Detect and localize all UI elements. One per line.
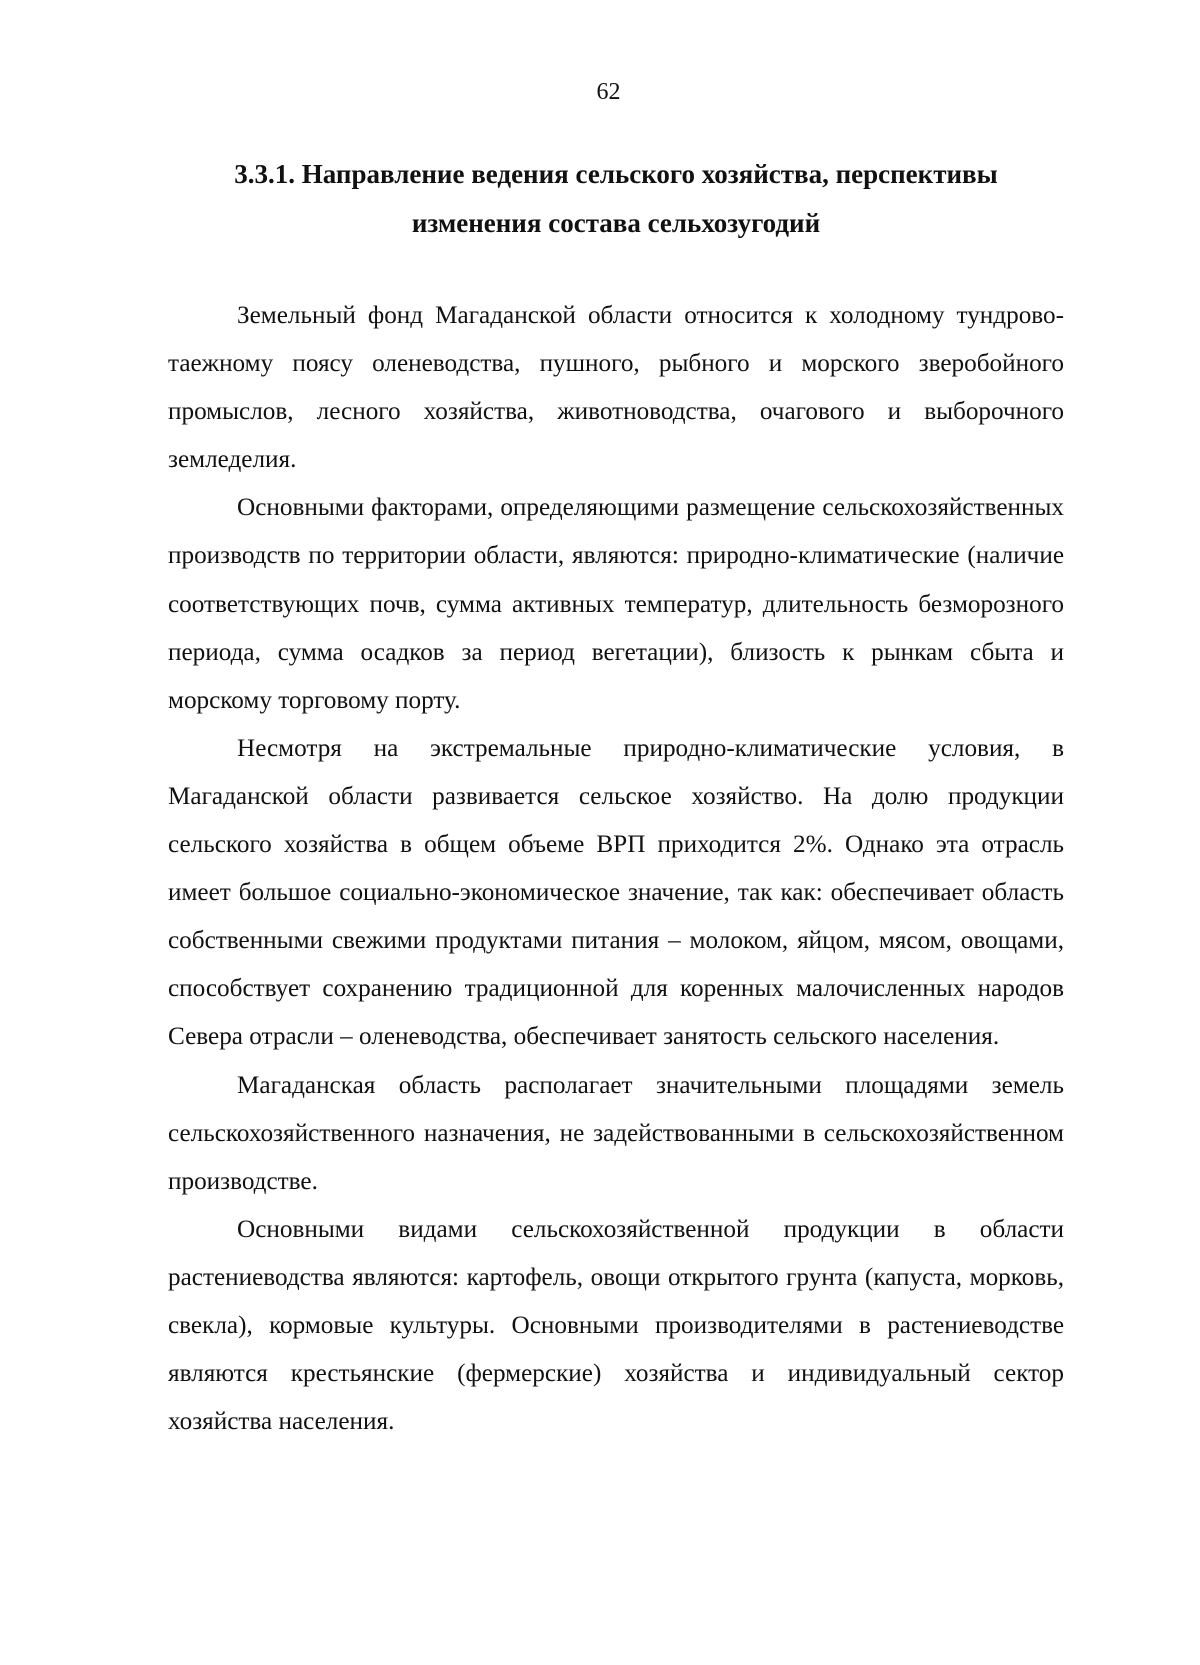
section-heading-line-1: 3.3.1. Направление ведения сельского хозяйства, перспективы bbox=[234, 159, 998, 189]
paragraph-unused-lands: Магаданская область располагает значительными площадями земель сельскохозяйственного назначения, не задействованными в сельскохозяйственном производстве. bbox=[168, 1071, 1064, 1195]
paragraph-placement-factors: Основными факторами, определяющими размещение сельскохозяйственных производств по территории области, являются: природно-климатические (наличие соответствующих почв, сумма активных температур, длительность безморозного периода, сумма осадков за период вегетации), близость к рынкам сбыта и морскому торговому порту. bbox=[168, 494, 1064, 714]
paragraph-land-fund: Земельный фонд Магаданской области относится к холодному тундрово-таежному поясу оленеводства, пушного, рыбного и морского зверобойного промыслов, лесного хозяйства, животноводства, очагового и выборочного земледелия. bbox=[168, 302, 1064, 474]
paragraph-crop-production: Основными видами сельскохозяйственной продукции в области растениеводства являются: картофель, овощи открытого грунта (капуста, морковь, свекла), кормовые культуры. Основными производителями в растениеводстве являются крестьянские (фермерские) хозяйства и индивидуальный сектор хозяйства населения. bbox=[168, 1215, 1064, 1436]
paragraph-agriculture-significance: Несмотря на экстремальные природно-климатические условия, в Магаданской области развивается сельское хозяйство. На долю продукции сельского хозяйства в общем объеме ВРП приходится 2%. Однако эта отрасль имеет большое социально-экономическое значение, так как: обеспечивает область собственными свежими продуктами питания – молоком, яйцом, мясом, овощами, способствует сохранению традиционной для коренных малочисленных народов Севера отрасли – оленеводства, обеспечивает занятость сельского населения. bbox=[168, 734, 1064, 1051]
body-text bbox=[168, 292, 1064, 1446]
page-number: 62 bbox=[596, 79, 621, 105]
section-heading bbox=[168, 150, 1064, 248]
section-heading-line-2: изменения состава сельхозугодий bbox=[411, 208, 821, 238]
